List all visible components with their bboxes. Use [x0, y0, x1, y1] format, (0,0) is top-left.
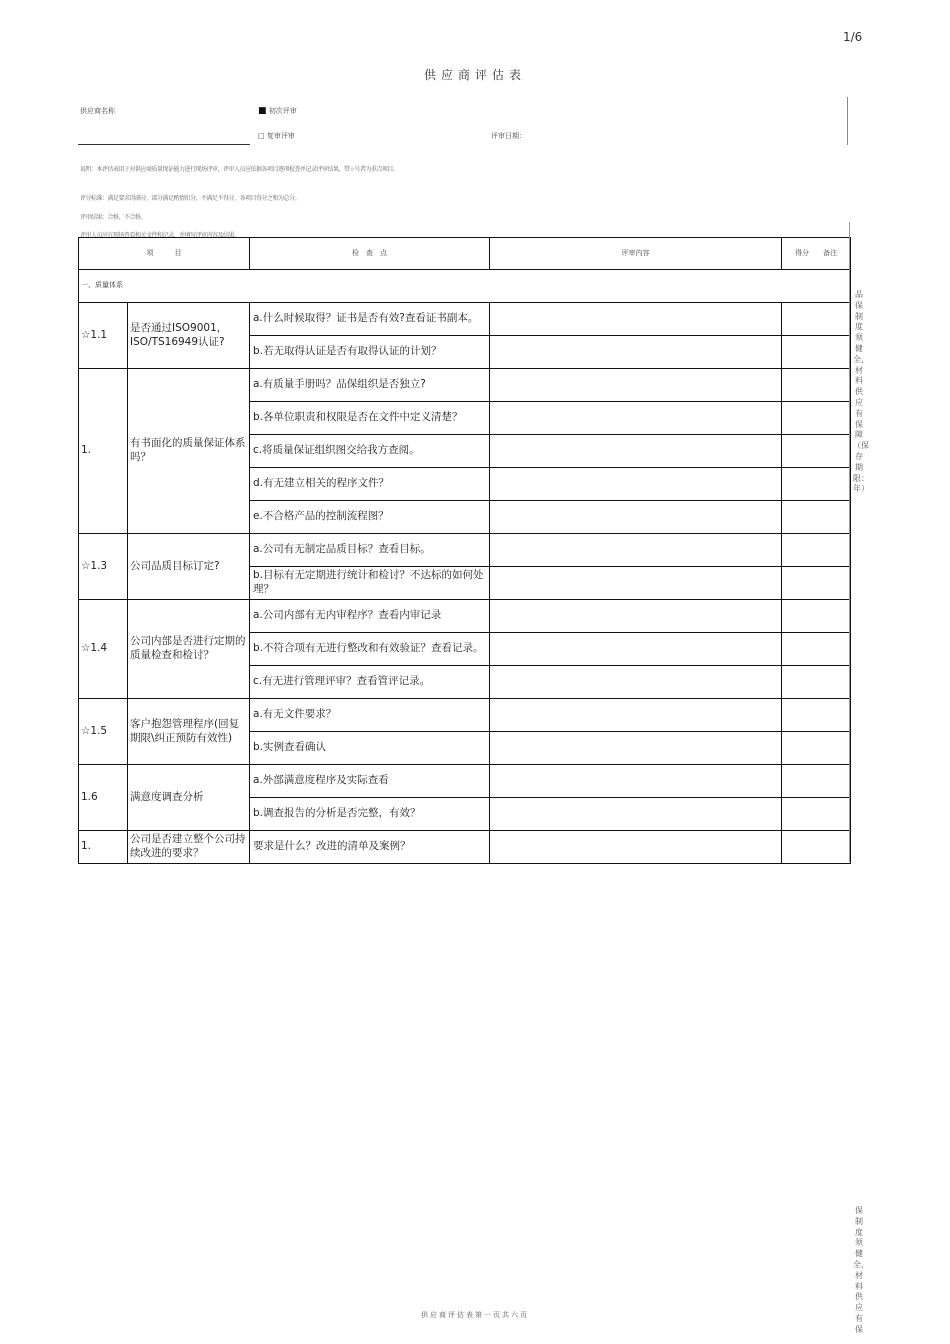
- item-number: ☆1.4: [79, 600, 128, 699]
- item-number: ☆1.5: [79, 699, 128, 765]
- content-cell[interactable]: [490, 798, 782, 831]
- item-name: 公司品质目标订定?: [128, 534, 250, 600]
- item-name: 是否通过ISO9001，ISO/TS16949认证?: [128, 303, 250, 369]
- page-number: 1/6: [843, 30, 863, 44]
- content-cell[interactable]: [490, 831, 782, 864]
- content-cell[interactable]: [490, 567, 782, 600]
- section-title: 一、质量体系: [79, 270, 851, 303]
- checkpoint-cell: c.有无进行管理评审？查看管评记录。: [250, 666, 490, 699]
- intro-line-2: 评分标准：满足要求得满分，部分满足酌情扣分，不满足不得分，各项目得分之和为总分。: [80, 195, 301, 202]
- table-row: [79, 600, 851, 633]
- item-number: ☆1.1: [79, 303, 128, 369]
- score-cell[interactable]: [782, 765, 851, 798]
- table-row: [79, 369, 851, 402]
- content-cell[interactable]: [490, 534, 782, 567]
- table-row: [79, 831, 851, 864]
- content-cell[interactable]: [490, 600, 782, 633]
- table-row: [79, 699, 851, 732]
- side-border: [849, 222, 850, 862]
- score-cell[interactable]: [782, 699, 851, 732]
- checkpoint-cell: a.公司内部有无内审程序？查看内审记录: [250, 600, 490, 633]
- supplier-name-line: [78, 144, 250, 145]
- item-number: 1.6: [79, 765, 128, 831]
- table-row: [79, 765, 851, 798]
- score-cell[interactable]: [782, 633, 851, 666]
- content-cell[interactable]: [490, 633, 782, 666]
- checkpoint-cell: a.公司有无制定品质目标？查看目标。: [250, 534, 490, 567]
- content-cell[interactable]: [490, 468, 782, 501]
- option-initial[interactable]: [258, 106, 297, 116]
- content-cell[interactable]: [490, 699, 782, 732]
- score-cell[interactable]: [782, 600, 851, 633]
- section-row: [79, 270, 851, 303]
- score-cell[interactable]: [782, 798, 851, 831]
- header-content: 评审内容: [490, 238, 782, 270]
- date-label: 评审日期：: [491, 132, 526, 140]
- item-name: 公司是否建立整个公司持续改进的要求？: [128, 831, 250, 864]
- score-cell[interactable]: [782, 435, 851, 468]
- checkpoint-cell: c.将质量保证组织图交给我方查阅。: [250, 435, 490, 468]
- checkpoint-cell: 要求是什么？改进的清单及案例？: [250, 831, 490, 864]
- header-checkpoint: 检 查 点: [250, 238, 490, 270]
- audit-table: [78, 237, 851, 864]
- item-name: 有书面化的质量保证体系吗？: [128, 369, 250, 534]
- checkpoint-cell: b.实例查看确认: [250, 732, 490, 765]
- content-cell[interactable]: [490, 402, 782, 435]
- content-cell[interactable]: [490, 765, 782, 798]
- content-cell[interactable]: [490, 303, 782, 336]
- intro-line-1: 说明：本评估表用于对供应商质量保证能力进行现场评审，评审人员应依据各项目逐项检查并记录评审结果，带☆号者为重点项目。: [80, 166, 399, 173]
- content-cell[interactable]: [490, 666, 782, 699]
- score-cell[interactable]: [782, 303, 851, 336]
- checkpoint-cell: b.各单位职责和权限是否在文件中定义清楚？: [250, 402, 490, 435]
- item-name: 客户抱怨管理程序(回复期限\纠正预防有效性): [128, 699, 250, 765]
- side-note-upper: 品保制度须健全，材料供应有保障（保存期限：年）: [853, 290, 869, 494]
- checkbox-empty-icon: □: [258, 132, 265, 140]
- content-cell[interactable]: [490, 732, 782, 765]
- item-number: ☆1.3: [79, 534, 128, 600]
- option-review-label: 复审评审: [266, 132, 295, 140]
- score-cell[interactable]: [782, 402, 851, 435]
- score-cell[interactable]: [782, 336, 851, 369]
- checkpoint-cell: b.目标有无定期进行统计和检讨？不达标的如何处理？: [250, 567, 490, 600]
- score-cell[interactable]: [782, 666, 851, 699]
- intro-line-4: 评审人员应在现场查看相关文件和记录，并填写评审内容及结果。: [80, 232, 240, 239]
- content-cell[interactable]: [490, 336, 782, 369]
- score-cell[interactable]: [782, 732, 851, 765]
- score-cell[interactable]: [782, 831, 851, 864]
- checkbox-checked-icon: ■: [258, 106, 267, 116]
- option-review[interactable]: [258, 131, 295, 141]
- item-number: 1.: [79, 369, 128, 534]
- checkpoint-cell: a.什么时候取得？证书是否有效?查看证书副本。: [250, 303, 490, 336]
- score-cell[interactable]: [782, 567, 851, 600]
- table-row: [79, 534, 851, 567]
- header-item: 项 目: [79, 238, 250, 270]
- option-initial-label: 初次评审: [268, 107, 297, 115]
- score-cell[interactable]: [782, 501, 851, 534]
- header-score: 得分 备注: [782, 238, 851, 270]
- checkpoint-cell: d.有无建立相关的程序文件？: [250, 468, 490, 501]
- checkpoint-cell: b.若无取得认证是否有取得认证的计划？: [250, 336, 490, 369]
- checkpoint-cell: b.不符合项有无进行整改和有效验证？查看记录。: [250, 633, 490, 666]
- checkpoint-cell: a.外部满意度程序及实际查看: [250, 765, 490, 798]
- side-note-lower: 保制度须健全，材料供应有保: [853, 1206, 869, 1334]
- table-row: [79, 303, 851, 336]
- content-cell[interactable]: [490, 369, 782, 402]
- page-footer: 供应商评估表第一页共六页: [421, 1311, 529, 1319]
- supplier-label: 供应商名称: [80, 107, 115, 115]
- item-number: 1.: [79, 831, 128, 864]
- content-cell[interactable]: [490, 435, 782, 468]
- checkpoint-cell: a.有无文件要求？: [250, 699, 490, 732]
- checkpoint-cell: b.调查报告的分析是否完整，有效？: [250, 798, 490, 831]
- document-title: 供应商评估表: [423, 68, 526, 82]
- table-header-row: [79, 238, 851, 270]
- item-name: 满意度调查分析: [128, 765, 250, 831]
- header-divider: [847, 97, 849, 145]
- content-cell[interactable]: [490, 501, 782, 534]
- score-cell[interactable]: [782, 369, 851, 402]
- intro-line-3: 评审结果：合格、不合格。: [80, 214, 147, 221]
- item-name: 公司内部是否进行定期的质量检查和检讨？: [128, 600, 250, 699]
- checkpoint-cell: e.不合格产品的控制流程图？: [250, 501, 490, 534]
- score-cell[interactable]: [782, 534, 851, 567]
- score-cell[interactable]: [782, 468, 851, 501]
- checkpoint-cell: a.有质量手册吗？品保组织是否独立?: [250, 369, 490, 402]
